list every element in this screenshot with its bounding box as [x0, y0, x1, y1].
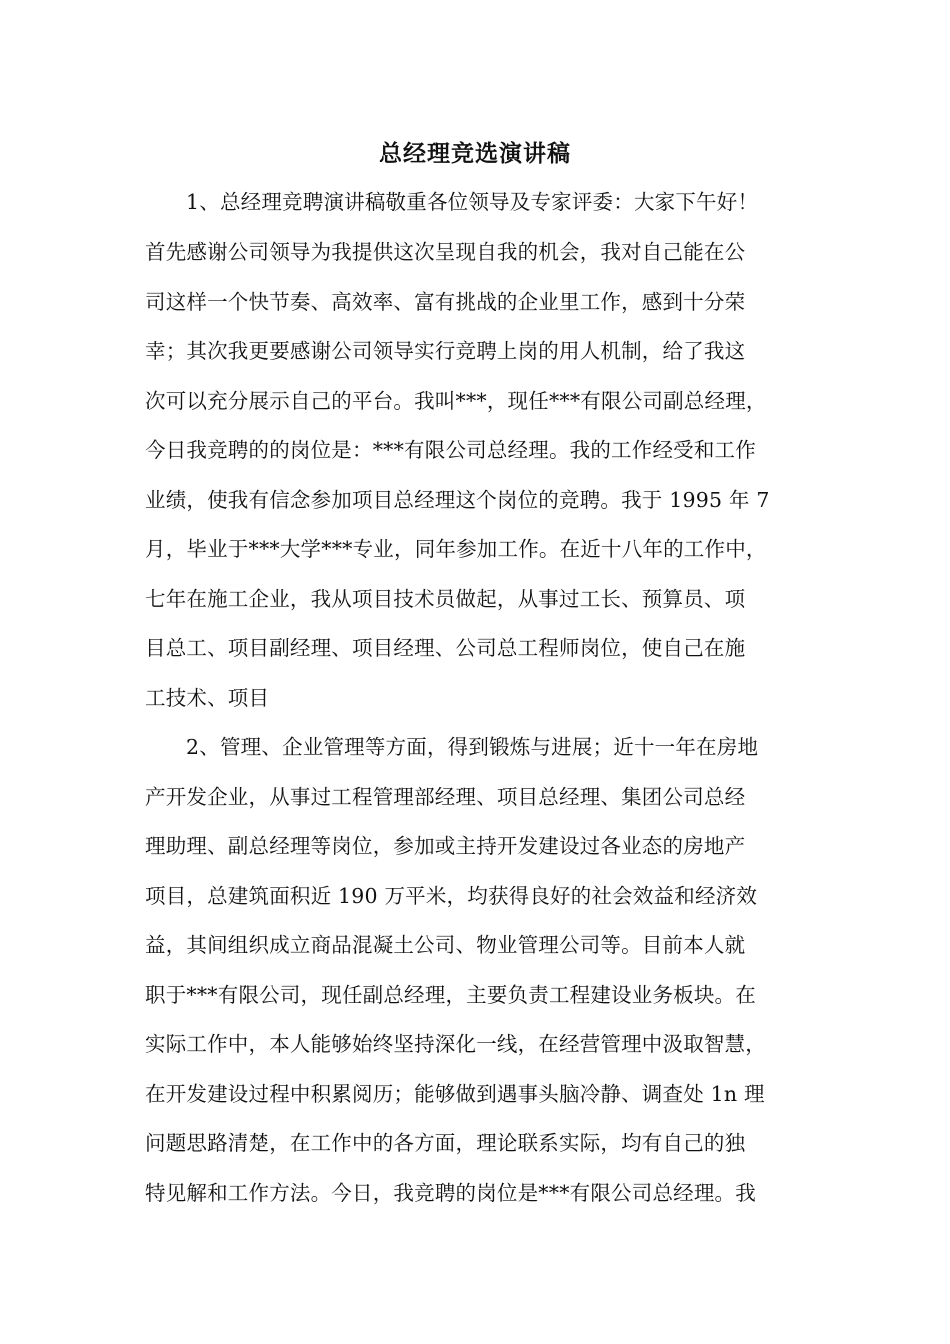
paragraph-1-line-1: 1、总经理竞聘演讲稿敬重各位领导及专家评委：大家下午好！	[186, 190, 759, 214]
paragraph-1-line-4: 幸；其次我更要感谢公司领导实行竞聘上岗的用人机制，给了我这	[145, 339, 746, 363]
paragraph-2-line-1: 2、管理、企业管理等方面，得到锻炼与进展；近十一年在房地	[186, 735, 759, 759]
paragraph-1-line-3: 司这样一个快节奏、高效率、富有挑战的企业里工作，感到十分荣	[145, 290, 746, 314]
document-title: 总经理竞选演讲稿	[379, 140, 571, 167]
paragraph-1-line-7: 业绩，使我有信念参加项目总经理这个岗位的竞聘。我于 1995 年 7	[145, 488, 770, 512]
paragraph-2-line-5: 益，其间组织成立商品混凝土公司、物业管理公司等。目前本人就	[145, 933, 746, 957]
paragraph-2-line-10: 特见解和工作方法。今日，我竞聘的岗位是***有限公司总经理。我	[145, 1181, 756, 1205]
paragraph-2-line-2: 产开发企业，从事过工程管理部经理、项目总经理、集团公司总经	[145, 785, 746, 809]
paragraph-1-line-6: 今日我竞聘的的岗位是：***有限公司总经理。我的工作经受和工作	[145, 438, 756, 462]
paragraph-1-line-2: 首先感谢公司领导为我提供这次呈现自我的机会，我对自己能在公	[145, 240, 746, 264]
paragraph-2-line-9: 问题思路清楚，在工作中的各方面，理论联系实际，均有自己的独	[145, 1131, 746, 1155]
paragraph-2-line-8: 在开发建设过程中积累阅历；能够做到遇事头脑冷静、调查处 1n 理	[145, 1082, 765, 1106]
paragraph-2-line-3: 理助理、副总经理等岗位，参加或主持开发建设过各业态的房地产	[145, 834, 746, 858]
paragraph-2-line-6: 职于***有限公司，现任副总经理，主要负责工程建设业务板块。在	[145, 983, 756, 1007]
paragraph-1-line-10: 目总工、项目副经理、项目经理、公司总工程师岗位，使自己在施	[145, 636, 746, 660]
paragraph-1-line-8: 月，毕业于***大学***专业，同年参加工作。在近十八年的工作中，	[145, 537, 767, 561]
paragraph-2-line-7: 实际工作中，本人能够始终坚持深化一线，在经营管理中汲取智慧，	[145, 1032, 766, 1056]
paragraph-1-line-9: 七年在施工企业，我从项目技术员做起，从事过工长、预算员、项	[145, 587, 746, 611]
paragraph-1-line-11: 工技术、项目	[145, 686, 270, 710]
paragraph-2-line-4: 项目，总建筑面积近 190 万平米，均获得良好的社会效益和经济效	[145, 884, 758, 908]
paragraph-1-line-5: 次可以充分展示自己的平台。我叫***，现任***有限公司副总经理，	[145, 389, 767, 413]
